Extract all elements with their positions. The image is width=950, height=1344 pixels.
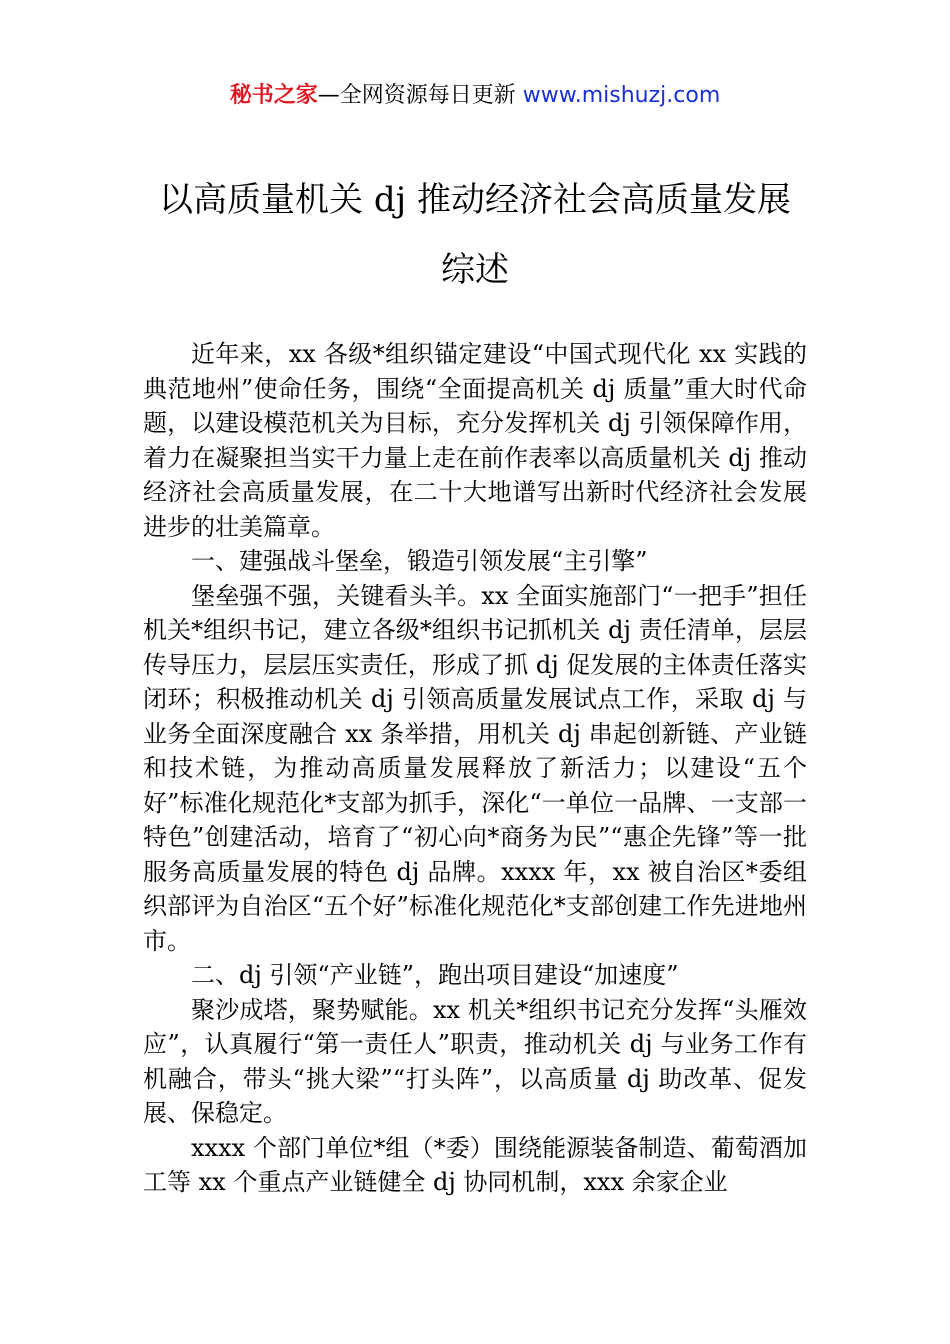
- site-url-link[interactable]: www.mishuzj.com: [522, 83, 721, 108]
- paragraph-section-1: 堡垒强不强，关键看头羊。xx 全面实施部门“一把手”担任机关*组织书记，建立各级*组织书记抓机关 dj 责任清单，层层传导压力，层层压实责任，形成了抓 dj 促发展的主体责任落实闭环；积极推动机关 dj 引领高质量发展试点工作，采取 dj 与业务全面深度融合 xx 条举措，用机关 dj 串起创新链、产业链和技术链，为推动高质量发展释放了新活力；以建设“五个好”标准化规范化*支部为抓手，深化“一单位一品牌、一支部一特色”创建活动，培育了“初心向*商务为民”“惠企先锋”等一批服务高质量发展的特色 dj 品牌。xxxx 年，xx 被自治区*委组织部评为自治区“五个好”标准化规范化*支部创建工作先进地州市。: [143, 581, 807, 955]
- document-title: 以高质量机关 dj 推动经济社会高质量发展: [159, 180, 791, 220]
- paragraph-section-2b: xxxx 个部门单位*组（*委）围绕能源装备制造、葡萄酒加工等 xx 个重点产业链健全 dj 协同机制，xxx 余家企业: [143, 1133, 807, 1196]
- document-body: [143, 337, 807, 1200]
- document-subtitle: 综述: [441, 250, 509, 290]
- site-tagline: —全网资源每日更新: [317, 83, 523, 108]
- section-heading-1: 一、建强战斗堡垒，锻造引领发展“主引擎”: [191, 547, 648, 575]
- paragraph-intro: 近年来，xx 各级*组织锚定建设“中国式现代化 xx 实践的典范地州”使命任务，围绕“全面提高机关 dj 质量”重大时代命题，以建设模范机关为目标，充分发挥机关 dj 引领保障作用，着力在凝聚担当实干力量上走在前作表率以高质量机关 dj 推动经济社会高质量发展，在二十大地谱写出新时代经济社会发展进步的壮美篇章。: [143, 340, 807, 541]
- paragraph-section-2a: 聚沙成塔，聚势赋能。xx 机关*组织书记充分发挥“头雁效应”，认真履行“第一责任人”职责，推动机关 dj 与业务工作有机融合，带头“挑大梁”“打头阵”，以高质量 dj 助改革、促发展、保稳定。: [143, 995, 807, 1127]
- section-heading-2: 二、dj 引领“产业链”，跑出项目建设“加速度”: [191, 961, 679, 989]
- site-brand: 秘书之家: [229, 83, 318, 108]
- site-banner: [0, 80, 950, 112]
